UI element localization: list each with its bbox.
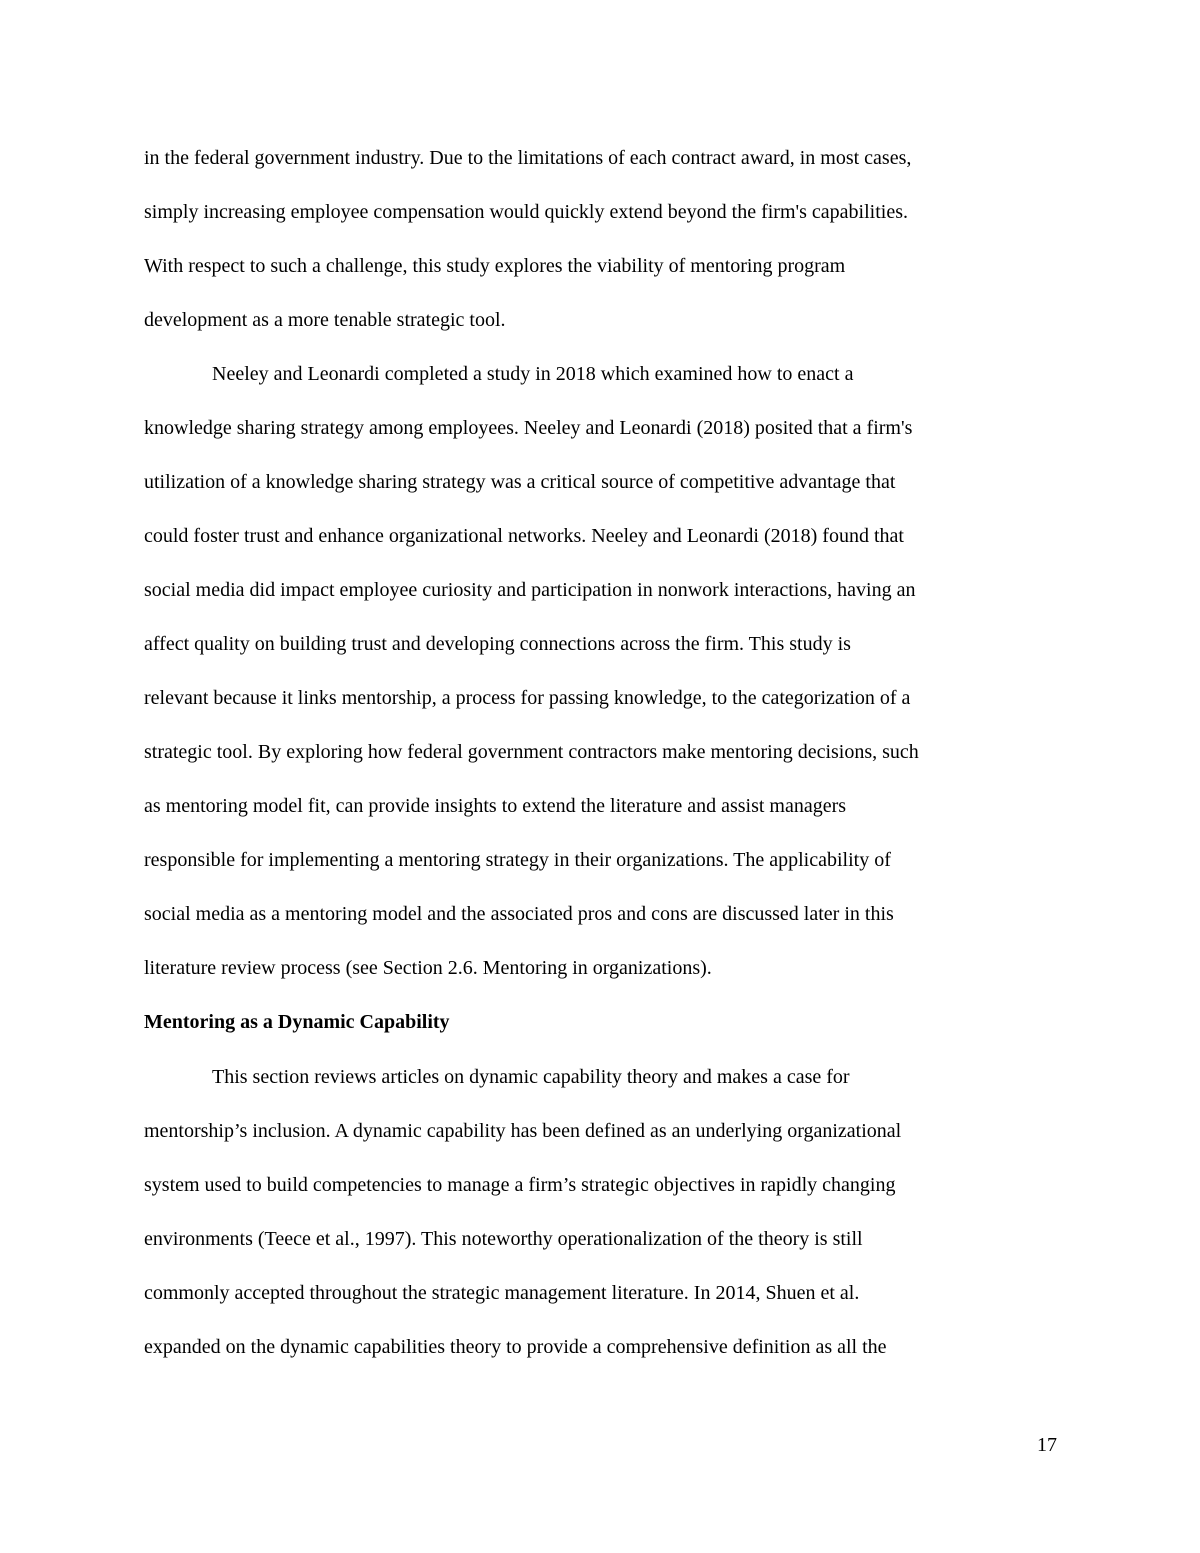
text-line: simply increasing employee compensation would quickly extend beyond the firm's capabilities.: [144, 201, 908, 223]
text-line: social media as a mentoring model and the associated pros and cons are discussed later in this: [144, 903, 894, 925]
section-heading: Mentoring as a Dynamic Capability: [144, 1011, 450, 1033]
text-line: responsible for implementing a mentoring strategy in their organizations. The applicability of: [144, 849, 891, 871]
text-line: development as a more tenable strategic tool.: [144, 309, 506, 331]
page-number: 17: [1037, 1434, 1057, 1456]
text-line: system used to build competencies to manage a firm’s strategic objectives in rapidly changing: [144, 1174, 896, 1196]
text-line: knowledge sharing strategy among employees. Neeley and Leonardi (2018) posited that a firm's: [144, 417, 913, 439]
text-line: commonly accepted throughout the strategic management literature. In 2014, Shuen et al.: [144, 1282, 860, 1304]
text-line: as mentoring model fit, can provide insights to extend the literature and assist managers: [144, 795, 847, 817]
text-line: environments (Teece et al., 1997). This noteworthy operationalization of the theory is still: [144, 1228, 863, 1250]
text-line: in the federal government industry. Due to the limitations of each contract award, in most cases,: [144, 147, 912, 169]
text-line: literature review process (see Section 2.6. Mentoring in organizations).: [144, 957, 712, 979]
text-line: affect quality on building trust and developing connections across the firm. This study is: [144, 633, 851, 655]
text-line: expanded on the dynamic capabilities theory to provide a comprehensive definition as all the: [144, 1336, 887, 1358]
text-line: social media did impact employee curiosity and participation in nonwork interactions, having an: [144, 579, 916, 601]
text-line: could foster trust and enhance organizational networks. Neeley and Leonardi (2018) found that: [144, 525, 904, 547]
text-line: This section reviews articles on dynamic capability theory and makes a case for: [212, 1066, 850, 1088]
text-line: Neeley and Leonardi completed a study in 2018 which examined how to enact a: [212, 363, 854, 385]
text-line: relevant because it links mentorship, a process for passing knowledge, to the categorization of a: [144, 687, 911, 709]
text-line: utilization of a knowledge sharing strategy was a critical source of competitive advantage that: [144, 471, 896, 493]
text-line: With respect to such a challenge, this study explores the viability of mentoring program: [144, 255, 846, 277]
text-line: mentorship’s inclusion. A dynamic capability has been defined as an underlying organizational: [144, 1120, 902, 1142]
text-line: strategic tool. By exploring how federal government contractors make mentoring decisions, such: [144, 741, 919, 763]
